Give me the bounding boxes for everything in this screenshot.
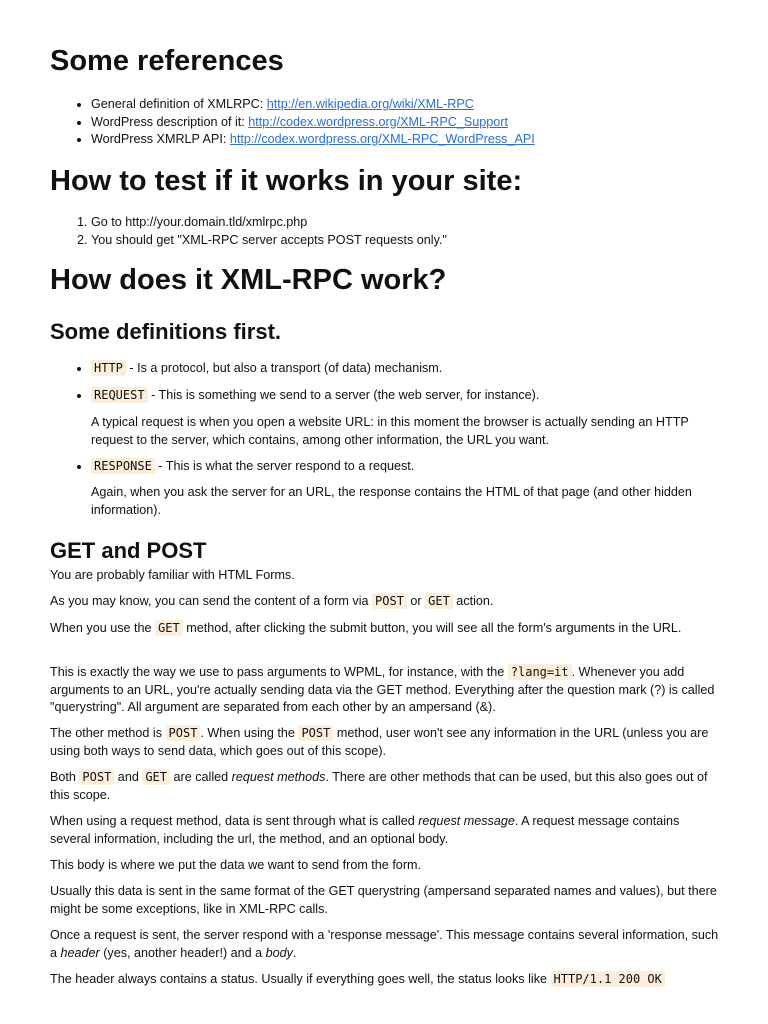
list-item: • WordPress XMRLP API: http://codex.wordpress.org/XML-RPC_WordPress_API bbox=[91, 131, 761, 149]
definition-response: • RESPONSE - This is what the server respond to a request. bbox=[91, 458, 761, 476]
list-item: • WordPress description of it: http://codex.wordpress.org/XML-RPC_Support bbox=[91, 114, 761, 132]
paragraph: The header always contains a status. Usually if everything goes well, the status looks like HTTP/1.1 200 OK bbox=[50, 971, 720, 989]
test-steps-list bbox=[50, 214, 761, 249]
list-item: 2. You should get "XML-RPC server accepts POST requests only." bbox=[91, 232, 761, 250]
heading-how-does-it-work: How does it XML-RPC work? bbox=[50, 264, 447, 296]
code-get: GET bbox=[425, 593, 453, 609]
definitions-list bbox=[50, 360, 761, 378]
code-get: GET bbox=[155, 620, 183, 636]
response-explanation: Again, when you ask the server for an URL, the response contains the HTML of that page (and other hidden information). bbox=[91, 485, 692, 517]
list-item: 1. Go to http://your.domain.tld/xmlrpc.php bbox=[91, 214, 761, 232]
definition-http: • HTTP - Is a protocol, but also a transport (of data) mechanism. bbox=[91, 360, 761, 378]
link-wikipedia-xmlrpc[interactable]: http://en.wikipedia.org/wiki/XML-RPC bbox=[266, 97, 474, 111]
references-list bbox=[50, 96, 761, 149]
heading-some-definitions: Some definitions first. bbox=[50, 319, 282, 344]
paragraph: Once a request is sent, the server respond with a 'response message'. This message contains several information, such a header (yes, another header!) and a body. bbox=[50, 928, 719, 960]
definitions-list-3 bbox=[50, 458, 761, 476]
paragraph: When you use the GET method, after clicking the submit button, you will see all the form's arguments in the URL. bbox=[50, 621, 682, 635]
code-response: RESPONSE bbox=[91, 458, 155, 474]
link-codex-xmlrpc-support[interactable]: http://codex.wordpress.org/XML-RPC_Support bbox=[248, 114, 508, 129]
code-post: POST bbox=[372, 593, 407, 609]
paragraph: You are probably familiar with HTML Forms. bbox=[50, 568, 295, 582]
paragraph: Both POST and GET are called request methods. There are other methods that can be used, but this also goes out of this scope. bbox=[50, 770, 708, 802]
code-lang-it: ?lang=it bbox=[508, 664, 572, 680]
code-post: POST bbox=[166, 725, 201, 741]
heading-get-and-post: GET and POST bbox=[50, 538, 207, 563]
paragraph: When using a request method, data is sent through what is called request message. A request message contains several information, including the url, the method, and an optional body. bbox=[50, 814, 680, 846]
definitions-list-2 bbox=[50, 387, 761, 405]
paragraph: The other method is POST . When using the POST method, user won't see any information in the URL (unless you are using both ways to send data, which goes out of this scope). bbox=[50, 726, 709, 758]
definition-request: • REQUEST - This is something we send to a server (the web server, for instance). bbox=[91, 387, 761, 405]
code-request: REQUEST bbox=[91, 387, 148, 403]
paragraph: As you may know, you can send the content of a form via POST or GET action. bbox=[50, 594, 494, 608]
list-item: • General definition of XMLRPC: http://en.wikipedia.org/wiki/XML-RPC bbox=[91, 96, 761, 114]
heading-how-to-test: How to test if it works in your site: bbox=[50, 165, 523, 197]
code-http: HTTP bbox=[91, 360, 126, 376]
code-http-200-ok: HTTP/1.1 200 OK bbox=[551, 971, 665, 987]
paragraph: This is exactly the way we use to pass arguments to WPML, for instance, with the ?lang=it . Whenever you add arguments to an URL, you're actually sending data via the GET method. Everything after the question mark (?) is called "querystring". All argument are separated from each other by an ampersand (&). bbox=[50, 665, 715, 714]
code-post: POST bbox=[298, 725, 333, 741]
heading-some-references: Some references bbox=[50, 45, 284, 77]
request-explanation: A typical request is when you open a website URL: in this moment the browser is actually sending an HTTP request to the server, which contains, among other information, the URL you want. bbox=[91, 415, 689, 447]
paragraph: Usually this data is sent in the same format of the GET querystring (ampersand separated names and values), but there might be some exceptions, like in XML-RPC calls. bbox=[50, 884, 717, 916]
link-codex-xmlrpc-api[interactable]: http://codex.wordpress.org/XML-RPC_WordPress_API bbox=[229, 132, 535, 146]
paragraph: This body is where we put the data we want to send from the form. bbox=[50, 858, 421, 872]
code-post: POST bbox=[79, 769, 114, 785]
code-get: GET bbox=[142, 769, 170, 785]
